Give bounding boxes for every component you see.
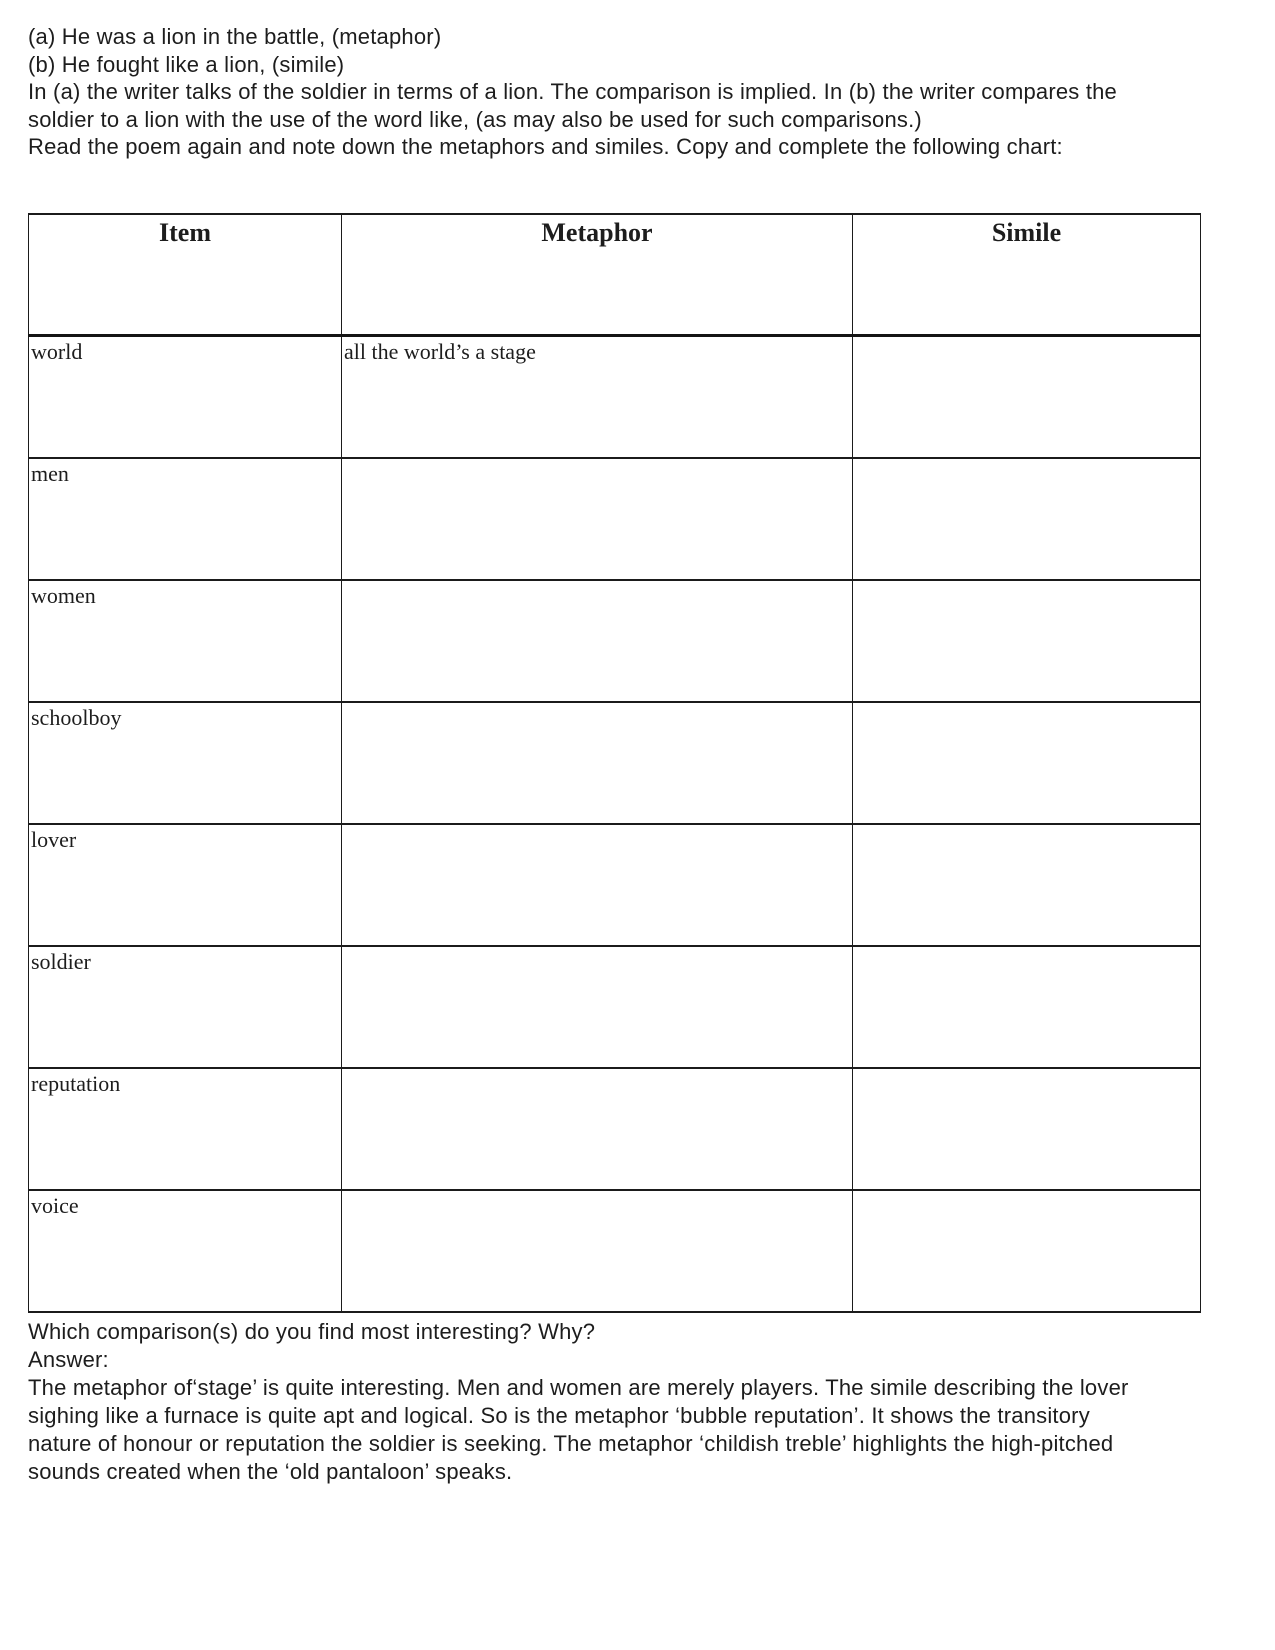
item-cell: lover [29, 824, 342, 946]
answer-label: Answer: [28, 1346, 109, 1372]
header-cell-metaphor: Metaphor [342, 214, 853, 336]
intro-text [28, 23, 1235, 161]
item-cell: women [29, 580, 342, 702]
simile-cell [853, 946, 1201, 1068]
metaphor-cell [342, 946, 853, 1068]
table-row [29, 458, 1201, 580]
table-row [29, 580, 1201, 702]
table-header-row [29, 214, 1201, 336]
metaphor-cell [342, 824, 853, 946]
intro-line-4: soldier to a lion with the use of the word like, (as may also be used for such comparisons.) [28, 106, 922, 132]
closing-text [28, 1318, 1235, 1486]
table-row [29, 946, 1201, 1068]
simile-cell [853, 458, 1201, 580]
item-cell: men [29, 458, 342, 580]
simile-cell [853, 1190, 1201, 1312]
item-cell: world [29, 336, 342, 458]
simile-cell [853, 580, 1201, 702]
simile-cell [853, 824, 1201, 946]
simile-cell [853, 1068, 1201, 1190]
metaphor-cell [342, 458, 853, 580]
metaphor-cell [342, 580, 853, 702]
intro-line-2: (b) He fought like a lion, (simile) [28, 51, 345, 77]
metaphor-cell [342, 702, 853, 824]
table-row [29, 824, 1201, 946]
item-cell: voice [29, 1190, 342, 1312]
metaphor-simile-table [28, 213, 1201, 1313]
item-cell: reputation [29, 1068, 342, 1190]
table-row [29, 702, 1201, 824]
metaphor-cell [342, 1068, 853, 1190]
metaphor-cell: all the world’s a stage [342, 336, 853, 458]
table-row [29, 336, 1201, 458]
table-row [29, 1190, 1201, 1312]
answer-line-4: sounds created when the ‘old pantaloon’ speaks. [28, 1458, 513, 1484]
intro-line-1: (a) He was a lion in the battle, (metaphor) [28, 24, 442, 49]
metaphor-cell [342, 1190, 853, 1312]
item-cell: soldier [29, 946, 342, 1068]
simile-cell [853, 336, 1201, 458]
answer-line-2: sighing like a furnace is quite apt and logical. So is the metaphor ‘bubble reputation’. It shows the transitory [28, 1402, 1090, 1428]
intro-line-5: Read the poem again and note down the metaphors and similes. Copy and complete the following chart: [28, 134, 1063, 159]
table-row [29, 1068, 1201, 1190]
header-cell-simile: Simile [853, 214, 1201, 336]
header-cell-item: Item [29, 214, 342, 336]
intro-line-3: In (a) the writer talks of the soldier in terms of a lion. The comparison is implied. In (b) the writer compares the [28, 79, 1117, 104]
answer-line-3: nature of honour or reputation the soldier is seeking. The metaphor ‘childish treble’ highlights the high-pitched [28, 1430, 1114, 1456]
simile-cell [853, 702, 1201, 824]
answer-line-1: The metaphor of‘stage’ is quite interesting. Men and women are merely players. The simile describing the lover [28, 1374, 1129, 1400]
item-cell: schoolboy [29, 702, 342, 824]
closing-question: Which comparison(s) do you find most interesting? Why? [28, 1318, 596, 1344]
